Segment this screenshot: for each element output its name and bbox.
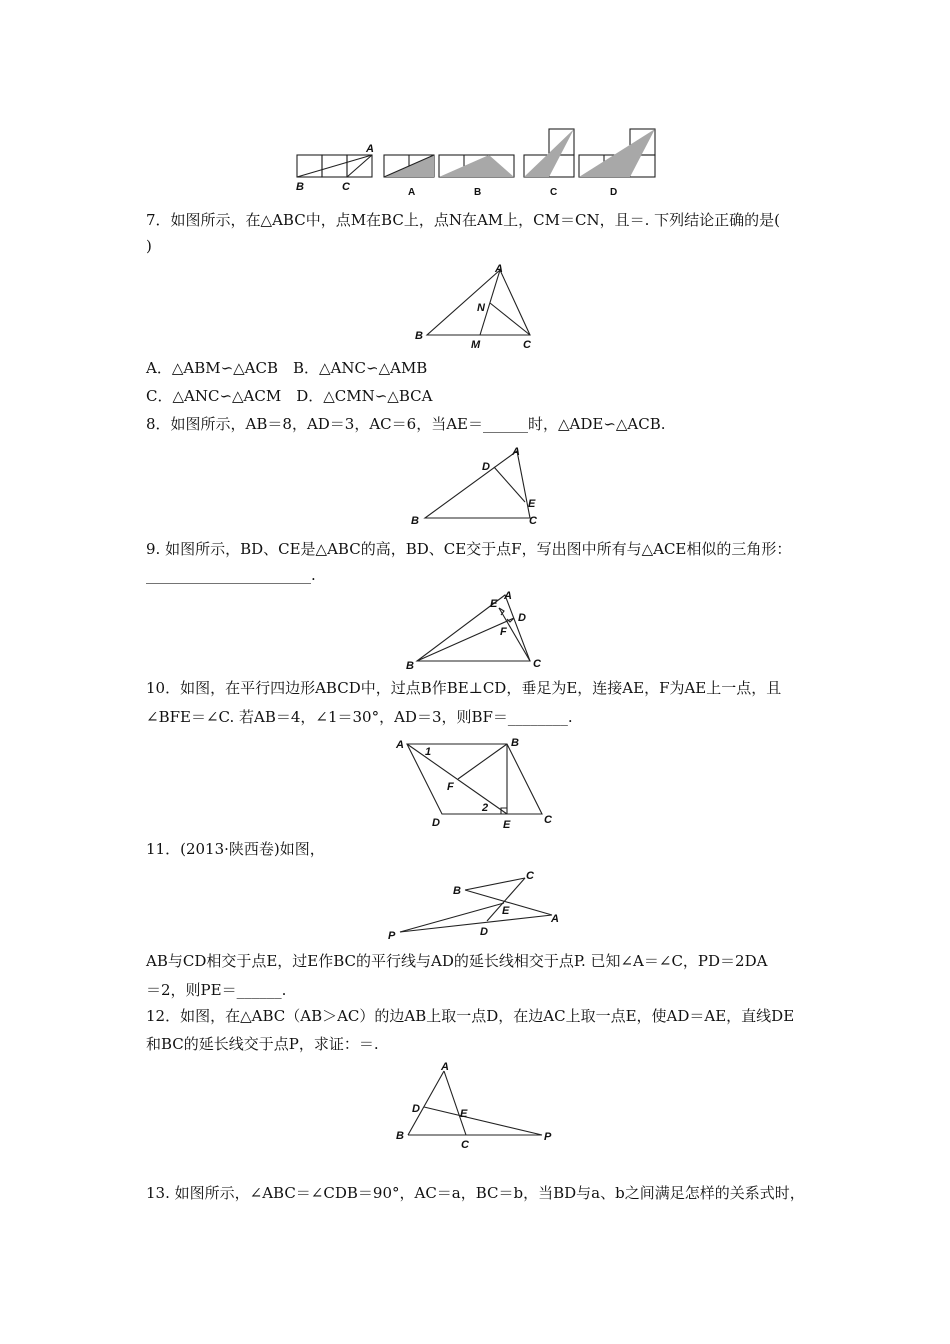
fig7-label-C: C: [523, 339, 531, 351]
fig12-label-D: D: [412, 1103, 420, 1115]
fig7-label-N: N: [477, 302, 485, 314]
q11-stem: 11．(2013·陕西卷)如图，: [146, 840, 325, 858]
fig12-label-A: A: [441, 1061, 449, 1073]
figure-q6: [290, 125, 670, 200]
fig8-label-C: C: [529, 515, 537, 527]
fig6-label-B: B: [296, 181, 304, 193]
fig6-label-A: A: [366, 143, 374, 155]
fig9-label-A: A: [504, 590, 512, 602]
q12-stem-cont: 和BC的延长线交于点P，求证：＝.: [146, 1035, 379, 1053]
fig8-label-A: A: [512, 446, 520, 458]
q11-text-cont: ＝2，则PE＝______.: [146, 981, 287, 999]
fig9-label-B: B: [406, 660, 414, 672]
fig11-label-B: B: [453, 885, 461, 897]
figure-q11: [380, 865, 580, 947]
q12-stem: 12．如图，在△ABC（AB＞AC）的边AB上取一点D，在边AC上取一点E，使AD＝AE，直线DE: [146, 1007, 795, 1025]
fig9-label-C: C: [533, 658, 541, 670]
fig11-label-P: P: [388, 930, 396, 942]
fig6-option-B: B: [474, 187, 482, 198]
q13-stem: 13. 如图所示，∠ABC＝∠CDB＝90°，AC＝a，BC＝b，当BD与a、b之间满足怎样的关系式时，: [146, 1184, 805, 1202]
fig11-label-E: E: [502, 905, 510, 917]
q11-text: AB与CD相交于点E，过E作BC的平行线与AD的延长线相交于点P. 已知∠A＝∠C，PD＝2DA: [146, 952, 768, 970]
q9-stem: 9. 如图所示，BD、CE是△ABC的高，BD、CE交于点F，写出图中所有与△ACE相似的三角形：: [146, 540, 792, 558]
fig9-label-E: E: [490, 598, 498, 610]
fig10-label-angle1: 1: [425, 746, 432, 758]
figure-q9: [400, 587, 550, 672]
fig10-label-angle2: 2: [482, 802, 489, 814]
fig8-label-B: B: [411, 515, 419, 527]
figure-q7: [410, 260, 550, 355]
q7-options-ab: A．△ABM∽△ACB B．△ANC∽△AMB: [146, 359, 428, 377]
fig12-label-C: C: [461, 1139, 469, 1151]
fig6-option-D: D: [610, 187, 618, 198]
fig8-label-D: D: [482, 461, 490, 473]
q7-options-cd: C．△ANC∽△ACM D．△CMN∽△BCA: [146, 387, 433, 405]
fig7-label-A: A: [495, 263, 503, 275]
figure-q12: [390, 1058, 565, 1153]
figure-q10: [390, 733, 560, 833]
q8-stem: 8．如图所示，AB＝8，AD＝3，AC＝6，当AE＝______时，△ADE∽△ACB.: [146, 415, 666, 433]
fig10-label-D: D: [432, 817, 440, 829]
q10-stem-cont: ∠BFE＝∠C. 若AB＝4，∠1＝30°，AD＝3，则BF＝________.: [146, 708, 573, 726]
fig6-option-A: A: [408, 187, 416, 198]
fig6-label-C: C: [342, 181, 350, 193]
fig12-label-B: B: [396, 1130, 404, 1142]
fig9-label-D: D: [518, 612, 526, 624]
fig9-label-F: F: [500, 626, 507, 638]
fig7-label-M: M: [471, 339, 481, 351]
q9-blank: ______________________.: [146, 566, 316, 584]
fig10-label-F: F: [447, 781, 454, 793]
fig6-option-C: C: [550, 187, 558, 198]
fig8-label-E: E: [528, 498, 536, 510]
fig10-label-C: C: [544, 814, 552, 826]
fig10-label-A: A: [396, 739, 404, 751]
fig11-label-A: A: [551, 913, 559, 925]
fig10-label-E: E: [503, 819, 511, 831]
fig12-label-E: E: [460, 1108, 468, 1120]
fig10-label-B: B: [511, 737, 519, 749]
q7-stem: 7．如图所示，在△ABC中，点M在BC上，点N在AM上，CM＝CN，且＝. 下列结论正确的是(: [146, 211, 780, 229]
q10-stem: 10．如图，在平行四边形ABCD中，过点B作BE⊥CD，垂足为E，连接AE，F为AE上一点，且: [146, 679, 782, 697]
fig11-label-C: C: [526, 870, 534, 882]
fig12-label-P: P: [544, 1131, 552, 1143]
fig7-label-B: B: [415, 330, 423, 342]
q7-stem-cont: ): [146, 237, 152, 255]
figure-q8: [405, 442, 555, 530]
fig11-label-D: D: [480, 926, 488, 938]
